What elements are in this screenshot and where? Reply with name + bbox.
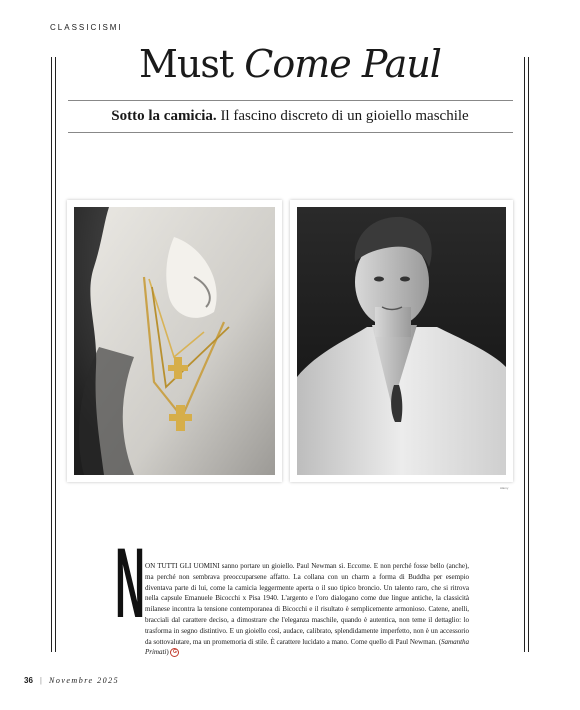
article-text: sanno portare un gioiello. Paul Newman sì. Eccome. E non perché fosse bello (anche), ma perché non sembrava preoccuparsene affatto. La collana con un charm a forma di Buddha per esempio diventava parte di lui, come la camicia leggermente aperta o il suo tipico broncio. Un talento raro, che si ritrova nella capsule Emanuele Bicocchi x Pisa 1940. L'argento e l'oro dialogano come due lingue antiche, la classicità milanese incontra la tensione contemporanea di Bicocchi e il risultato è semplicemente armonioso. Catene, anelli, bracciali dal carattere deciso, a dimostrare che l'eleganza maschile, quando è autentica, non teme il dettaglio: lo trasforma in segno distintivo. E un gioiello così, audace, calibrato, splendidamente imperfetto, non è un accessorio da sottovalutare, ma un promemoria di stile. È carattere lucidato a mano. Come quello di Paul Newman. (: [145, 562, 469, 646]
photo-credit: Alamy: [500, 486, 509, 490]
portrait-image: [297, 207, 506, 475]
photo-necklaces: [67, 200, 282, 482]
subtitle-rest: Il fascino discreto di un gioiello maschile: [216, 108, 469, 124]
end-mark-icon: G: [170, 648, 179, 657]
section-label: CLASSICISMI: [50, 23, 123, 32]
article-body: [145, 561, 469, 658]
page-title: [0, 42, 580, 86]
page-number: 36: [24, 676, 33, 685]
subtitle: [0, 108, 580, 125]
subtitle-rule-bottom: [68, 132, 513, 133]
right-rule-inner: [524, 57, 525, 652]
subtitle-bold: Sotto la camicia.: [111, 108, 217, 124]
drop-cap: N: [115, 527, 146, 638]
photo-portrait: [290, 200, 513, 482]
article-close: ): [166, 648, 169, 657]
author-signature: Samantha Primati: [145, 637, 469, 657]
footer-separator: |: [39, 676, 42, 685]
subtitle-rule-top: [68, 100, 513, 101]
issue-date: Novembre 2025: [48, 676, 120, 685]
left-rule: [51, 57, 52, 652]
right-rule: [528, 57, 529, 652]
necklaces-image: [74, 207, 275, 475]
page-footer: [24, 676, 119, 685]
left-rule-inner: [55, 57, 56, 652]
article-lead: ON TUTTI GLI UOMINI: [145, 562, 220, 570]
title-main: Must: [139, 42, 245, 86]
title-italic: Come Paul: [244, 42, 441, 86]
